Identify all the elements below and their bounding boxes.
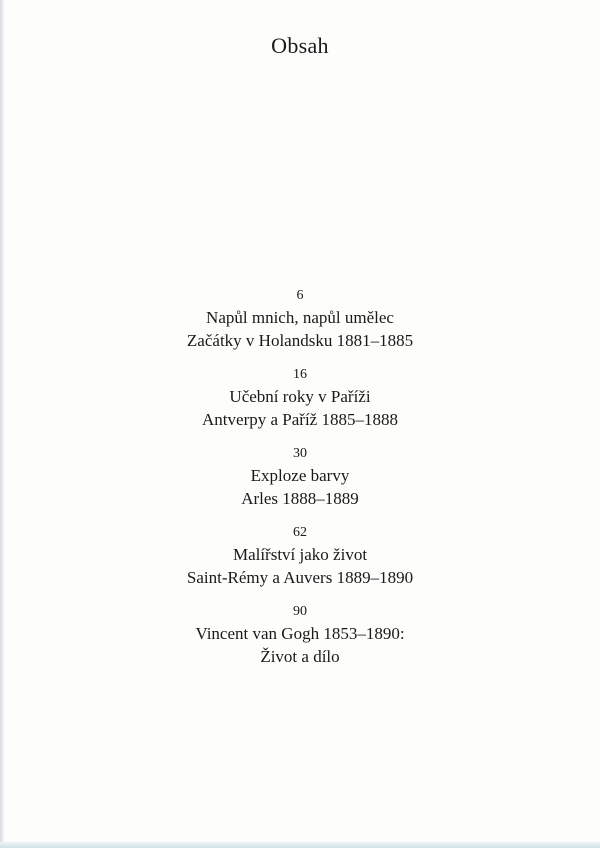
toc-chapter-title: Exploze barvy — [250, 466, 350, 485]
toc-chapter-subtitle: Začátky v Holandsku 1881–1885 — [186, 331, 414, 350]
toc-chapter-title: Učební roky v Paříži — [229, 387, 371, 406]
toc-chapter-title: Napůl mnich, napůl umělec — [206, 308, 394, 327]
toc-page-number: 90 — [293, 604, 307, 619]
toc-page-number: 62 — [293, 525, 307, 540]
page-title: Obsah — [271, 33, 329, 58]
toc-entry — [0, 286, 600, 352]
page-bottom-edge — [0, 842, 600, 848]
toc-page-number: 6 — [296, 288, 304, 303]
table-of-contents — [0, 286, 600, 681]
toc-chapter-title: Vincent van Gogh 1853–1890: — [195, 624, 405, 643]
toc-entry — [0, 365, 600, 431]
toc-chapter-subtitle: Arles 1888–1889 — [241, 489, 359, 508]
toc-chapter-subtitle: Antverpy a Paříž 1885–1888 — [202, 410, 398, 429]
toc-chapter-title: Malířství jako život — [232, 545, 368, 564]
toc-page-number: 16 — [293, 367, 307, 382]
toc-chapter-subtitle: Život a dílo — [260, 647, 340, 666]
toc-page-number: 30 — [293, 446, 307, 461]
toc-entry — [0, 523, 600, 589]
toc-chapter-subtitle: Saint-Rémy a Auvers 1889–1890 — [186, 568, 414, 587]
toc-entry — [0, 602, 600, 668]
toc-entry — [0, 444, 600, 510]
